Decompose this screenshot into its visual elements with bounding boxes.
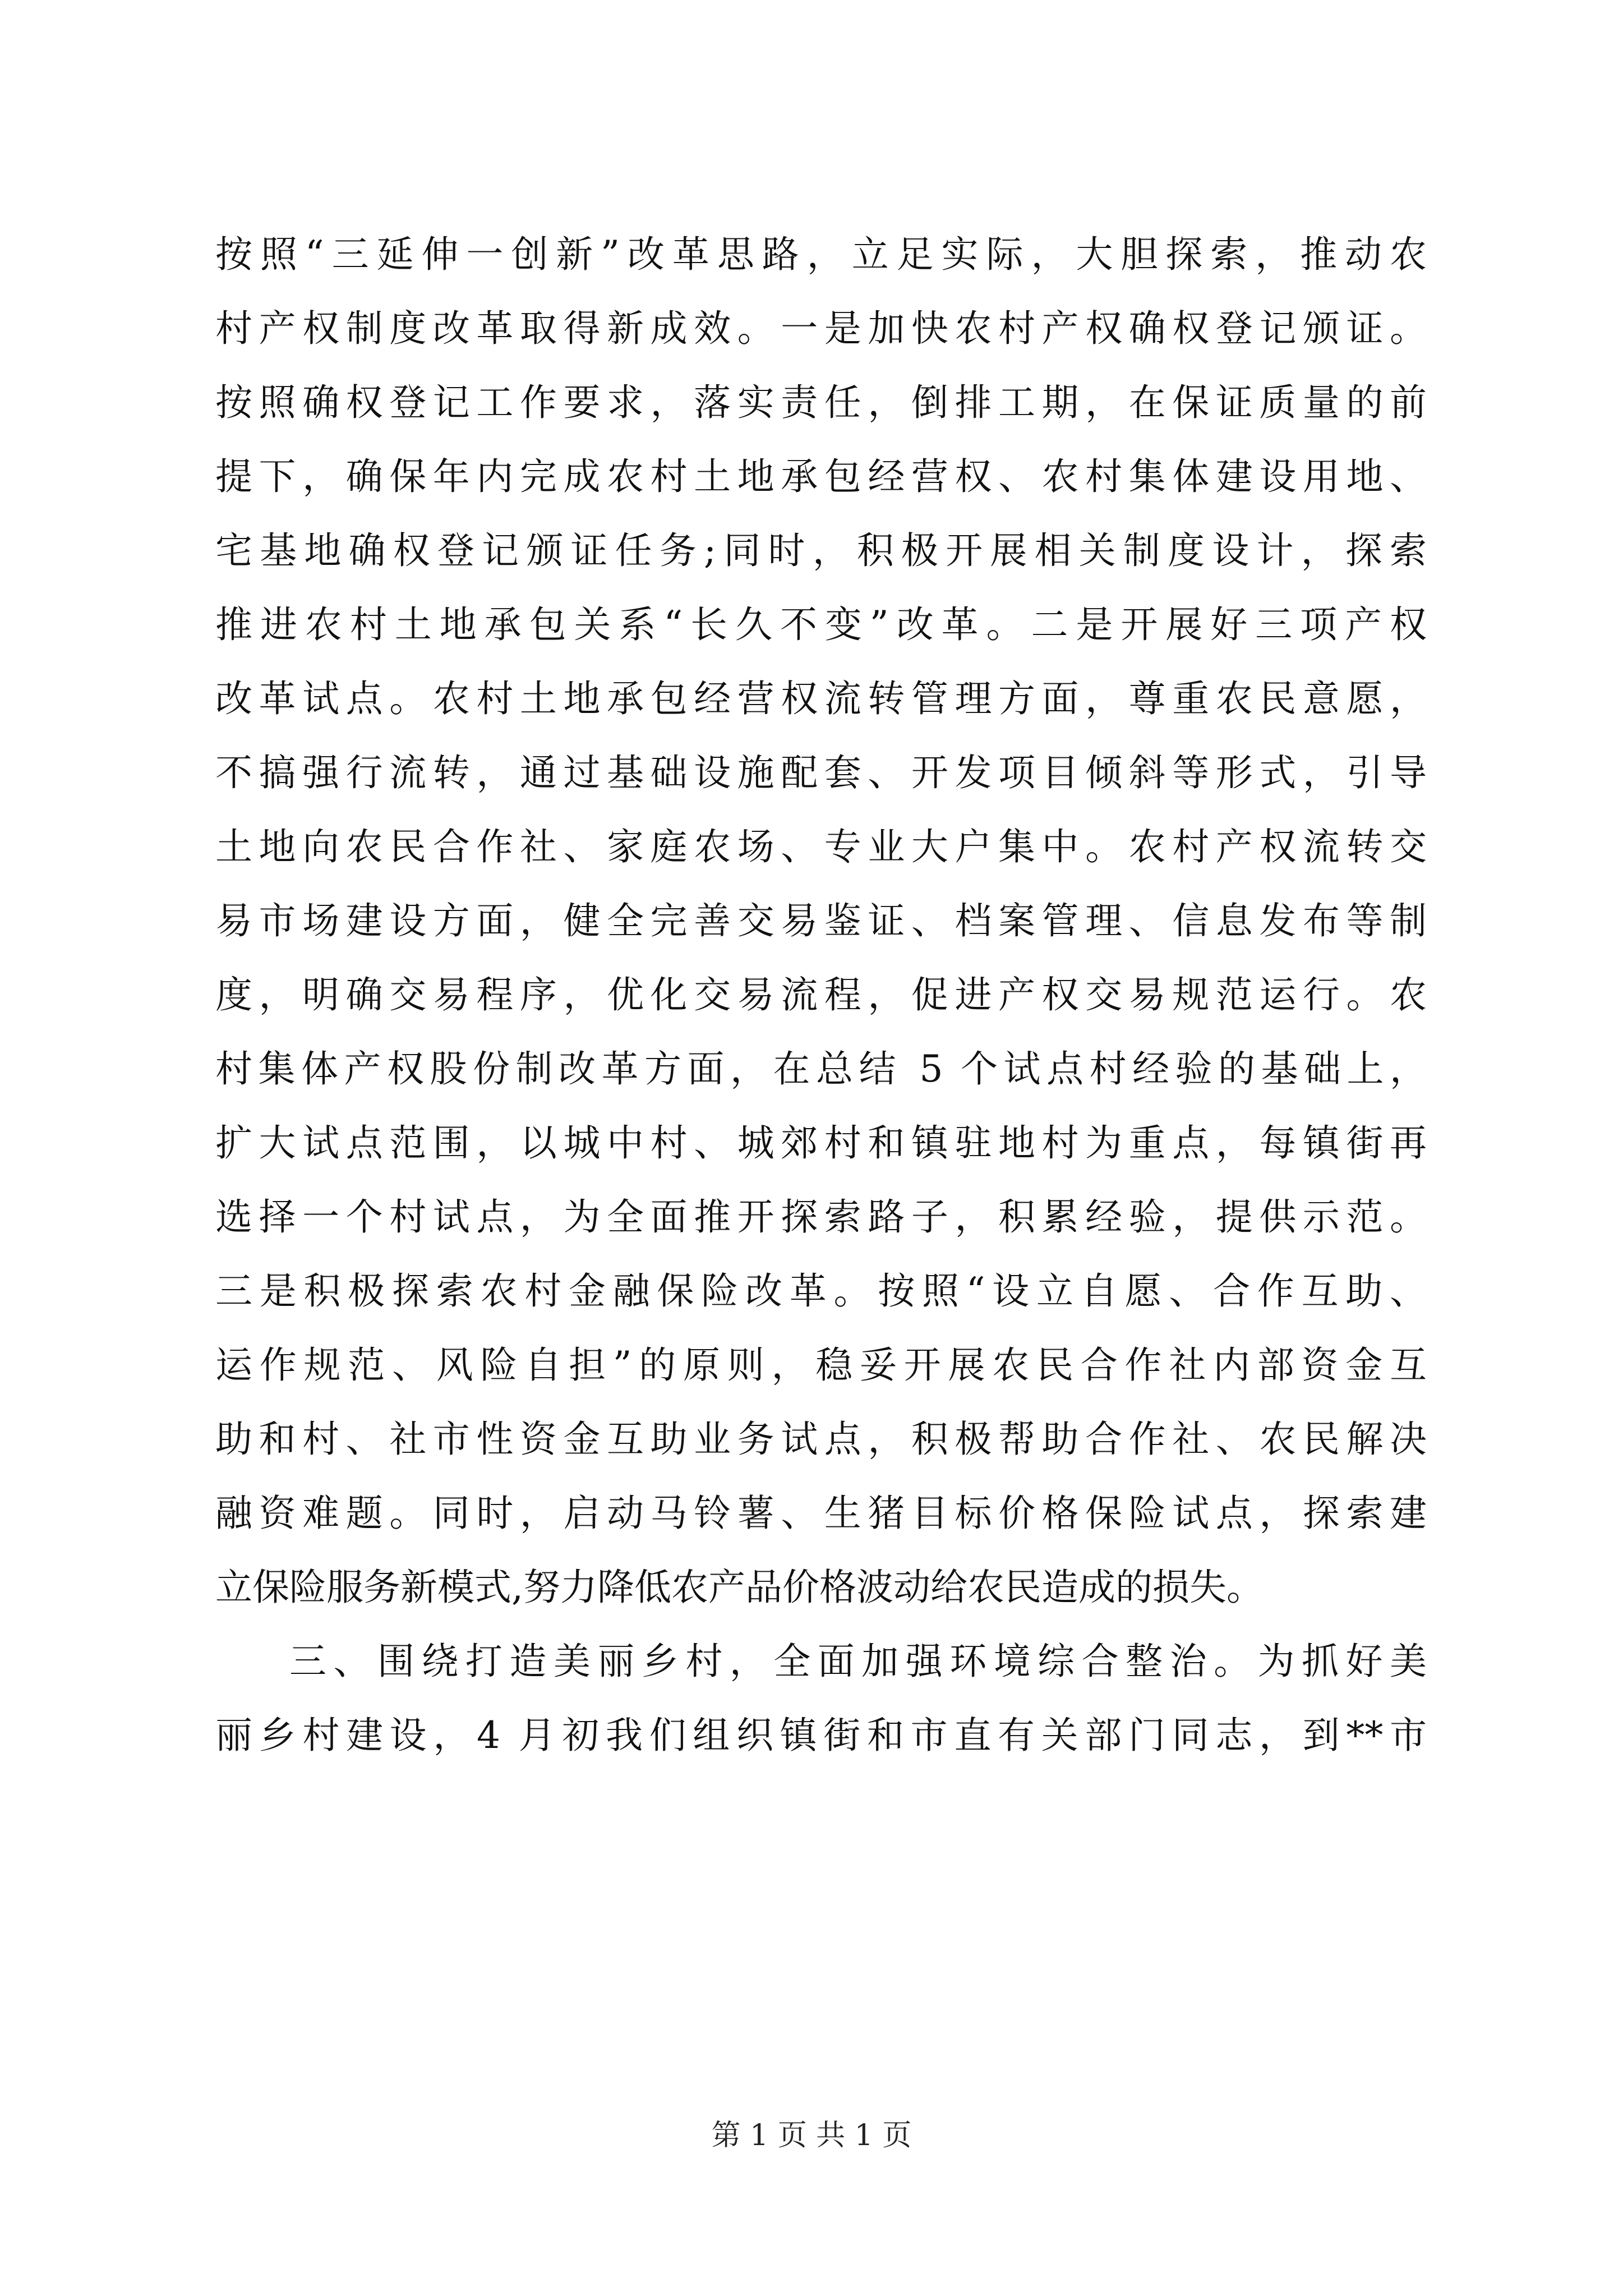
text-line: 融资难题。同时，启动马铃薯、生猪目标价格保险试点，探索建 [215, 1492, 1427, 1535]
text-line: 按照“三延伸一创新”改革思路，立足实际，大胆探索，推动农 [215, 233, 1427, 276]
text-line: 丽乡村建设，4 月初我们组织镇街和市直有关部门同志，到**市 [215, 1714, 1427, 1757]
text-line: 村产权制度改革取得新成效。一是加快农村产权确权登记颁证。 [215, 307, 1427, 350]
text-line: 推进农村土地承包关系“长久不变”改革。二是开展好三项产权 [215, 603, 1427, 646]
text-line: 助和村、社市性资金互助业务试点，积极帮助合作社、农民解决 [215, 1418, 1427, 1461]
text-line: 宅基地确权登记颁证任务;同时，积极开展相关制度设计，探索 [215, 529, 1427, 572]
text-line: 三是积极探索农村金融保险改革。按照“设立自愿、合作互助、 [215, 1269, 1427, 1313]
text-line: 选择一个村试点，为全面推开探索路子，积累经验，提供示范。 [215, 1195, 1427, 1239]
text-line: 易市场建设方面，健全完善交易鉴证、档案管理、信息发布等制 [215, 899, 1427, 942]
text-line: 扩大试点范围，以城中村、城郊村和镇驻地村为重点，每镇街再 [215, 1121, 1427, 1165]
paragraph-heading-line: 三、围绕打造美丽乡村，全面加强环境综合整治。为抓好美 [289, 1640, 1427, 1683]
document-body [215, 218, 1427, 1773]
text-line: 度，明确交易程序，优化交易流程，促进产权交易规范运行。农 [215, 973, 1427, 1016]
text-line: 不搞强行流转，通过基础设施配套、开发项目倾斜等形式，引导 [215, 751, 1427, 794]
text-line: 村集体产权股份制改革方面，在总结 5 个试点村经验的基础上， [215, 1047, 1427, 1091]
text-line: 按照确权登记工作要求，落实责任，倒排工期，在保证质量的前 [215, 381, 1427, 424]
text-line: 运作规范、风险自担”的原则，稳妥开展农民合作社内部资金互 [215, 1343, 1427, 1387]
text-line: 提下，确保年内完成农村土地承包经营权、农村集体建设用地、 [215, 455, 1427, 498]
text-line: 土地向农民合作社、家庭农场、专业大户集中。农村产权流转交 [215, 825, 1427, 868]
page-footer: 第 1 页 共 1 页 [711, 2119, 912, 2152]
text-line: 改革试点。农村土地承包经营权流转管理方面，尊重农民意愿， [215, 677, 1427, 720]
text-line: 立保险服务新模式,努力降低农产品价格波动给农民造成的损失。 [215, 1566, 1264, 1609]
